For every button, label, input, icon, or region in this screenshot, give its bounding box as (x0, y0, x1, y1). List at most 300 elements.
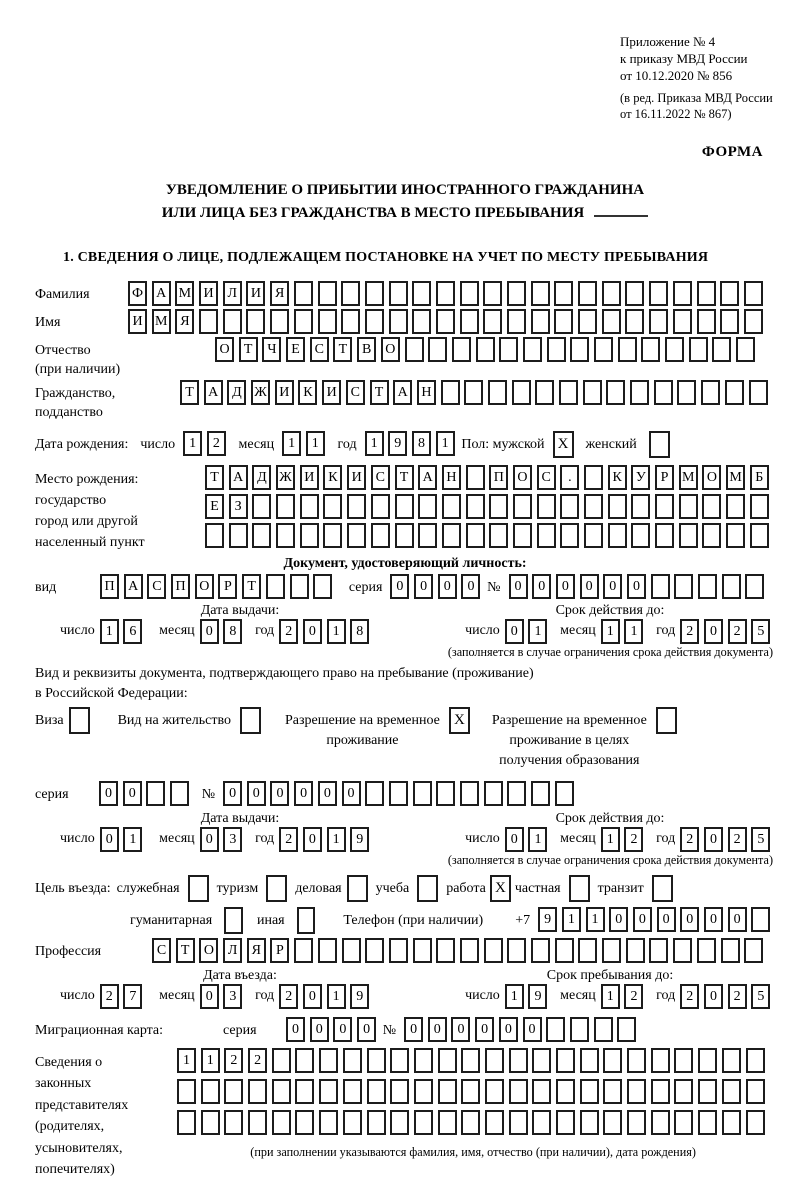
char-box[interactable]: 1 (177, 1048, 196, 1073)
char-box[interactable]: 2 (728, 984, 747, 1009)
char-box[interactable] (484, 781, 503, 806)
char-box[interactable] (252, 494, 271, 519)
char-box[interactable]: Я (270, 281, 289, 306)
char-box[interactable]: 0 (294, 781, 313, 806)
char-box[interactable]: О (381, 337, 400, 362)
char-box[interactable] (323, 494, 342, 519)
char-box[interactable]: 2 (248, 1048, 267, 1073)
char-box[interactable] (674, 574, 693, 599)
char-box[interactable]: 0 (680, 907, 699, 932)
char-box[interactable] (418, 523, 437, 548)
char-box[interactable]: 0 (704, 619, 723, 644)
char-box[interactable]: 0 (100, 827, 119, 852)
char-box[interactable]: 0 (414, 574, 433, 599)
char-box[interactable]: Т (242, 574, 261, 599)
char-box[interactable] (698, 574, 717, 599)
char-box[interactable]: 0 (509, 574, 528, 599)
char-box[interactable]: 1 (306, 431, 325, 456)
char-box[interactable] (584, 523, 603, 548)
char-box[interactable] (531, 281, 550, 306)
char-box[interactable] (698, 1079, 717, 1104)
char-box[interactable] (460, 781, 479, 806)
char-box[interactable]: 0 (499, 1017, 518, 1042)
char-box[interactable]: 0 (728, 907, 747, 932)
char-box[interactable]: 3 (223, 827, 242, 852)
char-box[interactable]: 0 (461, 574, 480, 599)
char-box[interactable] (554, 309, 573, 334)
char-box[interactable] (201, 1079, 220, 1104)
char-box[interactable] (371, 523, 390, 548)
char-box[interactable]: 2 (624, 827, 643, 852)
char-box[interactable]: 1 (528, 619, 547, 644)
char-box[interactable]: Ж (276, 465, 295, 490)
char-box[interactable]: 0 (404, 1017, 423, 1042)
char-box[interactable] (697, 281, 716, 306)
char-box[interactable] (746, 1110, 765, 1135)
char-box[interactable] (300, 494, 319, 519)
char-box[interactable] (438, 1079, 457, 1104)
char-box[interactable] (276, 494, 295, 519)
char-box[interactable] (722, 1079, 741, 1104)
char-box[interactable]: С (371, 465, 390, 490)
char-box[interactable] (689, 337, 708, 362)
char-box[interactable] (726, 494, 745, 519)
char-box[interactable] (673, 938, 692, 963)
char-box[interactable] (436, 309, 455, 334)
char-box[interactable]: 1 (528, 827, 547, 852)
char-box[interactable] (461, 1079, 480, 1104)
char-box[interactable]: 0 (247, 781, 266, 806)
char-box[interactable] (651, 1110, 670, 1135)
char-box[interactable] (507, 781, 526, 806)
char-box[interactable]: 2 (680, 827, 699, 852)
char-box[interactable] (248, 1079, 267, 1104)
char-box[interactable]: 1 (201, 1048, 220, 1073)
char-box[interactable]: 1 (282, 431, 301, 456)
char-box[interactable] (722, 1110, 741, 1135)
char-box[interactable]: Т (333, 337, 352, 362)
char-box[interactable] (300, 523, 319, 548)
char-box[interactable]: 1 (601, 827, 620, 852)
char-box[interactable]: 9 (350, 827, 369, 852)
char-box[interactable] (466, 465, 485, 490)
char-box[interactable]: А (393, 380, 412, 405)
purpose-other-checkbox[interactable] (297, 907, 316, 934)
char-box[interactable] (547, 337, 566, 362)
char-box[interactable]: Т (370, 380, 389, 405)
char-box[interactable] (276, 523, 295, 548)
char-box[interactable]: 1 (123, 827, 142, 852)
char-box[interactable] (390, 1079, 409, 1104)
char-box[interactable]: Е (205, 494, 224, 519)
char-box[interactable] (679, 523, 698, 548)
char-box[interactable]: 1 (327, 827, 346, 852)
char-box[interactable] (555, 938, 574, 963)
char-box[interactable] (580, 1110, 599, 1135)
char-box[interactable] (531, 309, 550, 334)
char-box[interactable]: 9 (538, 907, 557, 932)
char-box[interactable] (294, 309, 313, 334)
char-box[interactable] (266, 574, 285, 599)
char-box[interactable] (606, 380, 625, 405)
char-box[interactable]: 0 (704, 984, 723, 1009)
char-box[interactable] (698, 1110, 717, 1135)
char-box[interactable]: О (215, 337, 234, 362)
char-box[interactable] (343, 1048, 362, 1073)
char-box[interactable]: 0 (475, 1017, 494, 1042)
char-box[interactable] (389, 781, 408, 806)
char-box[interactable]: С (346, 380, 365, 405)
char-box[interactable] (272, 1079, 291, 1104)
residence-permit-checkbox[interactable] (240, 707, 261, 734)
char-box[interactable] (365, 281, 384, 306)
char-box[interactable]: 9 (528, 984, 547, 1009)
char-box[interactable]: Т (205, 465, 224, 490)
char-box[interactable] (418, 494, 437, 519)
char-box[interactable] (626, 938, 645, 963)
char-box[interactable]: 0 (657, 907, 676, 932)
char-box[interactable]: Р (270, 938, 289, 963)
char-box[interactable] (295, 1110, 314, 1135)
char-box[interactable] (531, 781, 550, 806)
char-box[interactable] (248, 1110, 267, 1135)
char-box[interactable] (509, 1048, 528, 1073)
char-box[interactable] (405, 337, 424, 362)
char-box[interactable] (499, 337, 518, 362)
char-box[interactable] (438, 1048, 457, 1073)
char-box[interactable]: М (726, 465, 745, 490)
char-box[interactable] (272, 1048, 291, 1073)
char-box[interactable] (712, 337, 731, 362)
char-box[interactable] (702, 494, 721, 519)
char-box[interactable]: 0 (200, 984, 219, 1009)
char-box[interactable]: 0 (451, 1017, 470, 1042)
char-box[interactable] (201, 1110, 220, 1135)
char-box[interactable]: Е (286, 337, 305, 362)
char-box[interactable]: И (322, 380, 341, 405)
char-box[interactable] (483, 281, 502, 306)
char-box[interactable] (290, 574, 309, 599)
char-box[interactable] (272, 1110, 291, 1135)
char-box[interactable]: Я (175, 309, 194, 334)
char-box[interactable] (319, 1048, 338, 1073)
char-box[interactable] (341, 281, 360, 306)
char-box[interactable] (343, 1110, 362, 1135)
char-box[interactable]: 0 (342, 781, 361, 806)
char-box[interactable] (580, 1079, 599, 1104)
char-box[interactable]: С (537, 465, 556, 490)
char-box[interactable]: 2 (100, 984, 119, 1009)
char-box[interactable] (199, 309, 218, 334)
char-box[interactable] (507, 938, 526, 963)
char-box[interactable]: Н (417, 380, 436, 405)
char-box[interactable] (466, 494, 485, 519)
char-box[interactable] (736, 337, 755, 362)
purpose-private-checkbox[interactable] (569, 875, 590, 902)
char-box[interactable]: И (300, 465, 319, 490)
char-box[interactable] (584, 494, 603, 519)
char-box[interactable] (295, 1048, 314, 1073)
char-box[interactable]: 0 (310, 1017, 329, 1042)
char-box[interactable]: 3 (223, 984, 242, 1009)
char-box[interactable]: И (128, 309, 147, 334)
char-box[interactable]: П (489, 465, 508, 490)
char-box[interactable] (720, 309, 739, 334)
char-box[interactable]: 0 (223, 781, 242, 806)
temp-residence-edu-checkbox[interactable] (656, 707, 677, 734)
char-box[interactable]: 0 (609, 907, 628, 932)
char-box[interactable] (436, 281, 455, 306)
purpose-transit-checkbox[interactable] (652, 875, 673, 902)
char-box[interactable]: 1 (436, 431, 455, 456)
char-box[interactable]: 0 (523, 1017, 542, 1042)
char-box[interactable] (603, 1079, 622, 1104)
char-box[interactable] (630, 380, 649, 405)
char-box[interactable] (594, 1017, 613, 1042)
char-box[interactable] (365, 938, 384, 963)
char-box[interactable] (556, 1048, 575, 1073)
char-box[interactable]: У (631, 465, 650, 490)
char-box[interactable] (721, 938, 740, 963)
char-box[interactable] (651, 1048, 670, 1073)
char-box[interactable]: О (513, 465, 532, 490)
char-box[interactable]: И (246, 281, 265, 306)
char-box[interactable] (489, 494, 508, 519)
char-box[interactable] (513, 523, 532, 548)
char-box[interactable]: 0 (627, 574, 646, 599)
char-box[interactable]: М (175, 281, 194, 306)
char-box[interactable] (677, 380, 696, 405)
char-box[interactable] (570, 337, 589, 362)
char-box[interactable]: 0 (200, 827, 219, 852)
char-box[interactable] (513, 494, 532, 519)
char-box[interactable] (546, 1017, 565, 1042)
char-box[interactable] (460, 938, 479, 963)
char-box[interactable] (560, 523, 579, 548)
char-box[interactable]: А (229, 465, 248, 490)
char-box[interactable] (509, 1079, 528, 1104)
char-box[interactable] (618, 337, 637, 362)
char-box[interactable]: 0 (428, 1017, 447, 1042)
char-box[interactable]: 0 (333, 1017, 352, 1042)
char-box[interactable] (603, 1110, 622, 1135)
char-box[interactable] (414, 1110, 433, 1135)
char-box[interactable] (674, 1079, 693, 1104)
char-box[interactable] (654, 380, 673, 405)
char-box[interactable]: 2 (680, 619, 699, 644)
char-box[interactable] (485, 1048, 504, 1073)
char-box[interactable]: Д (252, 465, 271, 490)
char-box[interactable]: О (199, 938, 218, 963)
char-box[interactable] (442, 494, 461, 519)
purpose-tourism-checkbox[interactable] (266, 875, 287, 902)
char-box[interactable] (649, 309, 668, 334)
char-box[interactable] (665, 337, 684, 362)
char-box[interactable] (489, 523, 508, 548)
char-box[interactable] (413, 938, 432, 963)
char-box[interactable] (294, 938, 313, 963)
char-box[interactable]: К (608, 465, 627, 490)
char-box[interactable]: Л (223, 281, 242, 306)
char-box[interactable] (323, 523, 342, 548)
char-box[interactable] (318, 938, 337, 963)
char-box[interactable] (509, 1110, 528, 1135)
char-box[interactable] (442, 523, 461, 548)
char-box[interactable]: Р (655, 465, 674, 490)
char-box[interactable] (365, 309, 384, 334)
char-box[interactable] (342, 938, 361, 963)
char-box[interactable] (722, 1048, 741, 1073)
char-box[interactable]: 1 (183, 431, 202, 456)
char-box[interactable]: 1 (601, 619, 620, 644)
char-box[interactable] (319, 1079, 338, 1104)
char-box[interactable] (532, 1110, 551, 1135)
char-box[interactable] (641, 337, 660, 362)
char-box[interactable] (531, 938, 550, 963)
char-box[interactable]: 1 (365, 431, 384, 456)
char-box[interactable] (252, 523, 271, 548)
char-box[interactable] (602, 309, 621, 334)
char-box[interactable] (603, 1048, 622, 1073)
char-box[interactable] (390, 1048, 409, 1073)
char-box[interactable]: 0 (286, 1017, 305, 1042)
char-box[interactable]: 1 (505, 984, 524, 1009)
char-box[interactable]: 0 (303, 619, 322, 644)
char-box[interactable]: 0 (505, 619, 524, 644)
char-box[interactable] (751, 907, 770, 932)
char-box[interactable]: 2 (680, 984, 699, 1009)
char-box[interactable] (367, 1048, 386, 1073)
char-box[interactable]: Т (180, 380, 199, 405)
char-box[interactable]: К (323, 465, 342, 490)
char-box[interactable] (725, 380, 744, 405)
char-box[interactable]: 1 (100, 619, 119, 644)
char-box[interactable] (441, 380, 460, 405)
char-box[interactable]: 8 (223, 619, 242, 644)
char-box[interactable] (556, 1110, 575, 1135)
char-box[interactable] (507, 281, 526, 306)
char-box[interactable] (746, 1079, 765, 1104)
char-box[interactable] (319, 1110, 338, 1135)
char-box[interactable] (223, 309, 242, 334)
char-box[interactable] (679, 494, 698, 519)
char-box[interactable] (631, 494, 650, 519)
char-box[interactable] (580, 1048, 599, 1073)
char-box[interactable] (702, 523, 721, 548)
char-box[interactable] (414, 1079, 433, 1104)
char-box[interactable]: 0 (505, 827, 524, 852)
char-box[interactable]: 6 (123, 619, 142, 644)
char-box[interactable]: 2 (279, 984, 298, 1009)
char-box[interactable]: А (418, 465, 437, 490)
char-box[interactable]: 1 (562, 907, 581, 932)
char-box[interactable] (608, 494, 627, 519)
char-box[interactable] (224, 1079, 243, 1104)
char-box[interactable] (412, 309, 431, 334)
char-box[interactable] (701, 380, 720, 405)
char-box[interactable]: 2 (207, 431, 226, 456)
char-box[interactable]: 1 (601, 984, 620, 1009)
char-box[interactable] (484, 938, 503, 963)
char-box[interactable] (627, 1079, 646, 1104)
char-box[interactable] (673, 281, 692, 306)
char-box[interactable] (537, 523, 556, 548)
char-box[interactable]: 2 (624, 984, 643, 1009)
char-box[interactable]: 1 (586, 907, 605, 932)
char-box[interactable] (726, 523, 745, 548)
purpose-business-checkbox[interactable] (188, 875, 209, 902)
char-box[interactable]: С (152, 938, 171, 963)
char-box[interactable] (512, 380, 531, 405)
char-box[interactable] (627, 1048, 646, 1073)
char-box[interactable] (295, 1079, 314, 1104)
char-box[interactable] (617, 1017, 636, 1042)
char-box[interactable]: 2 (279, 619, 298, 644)
char-box[interactable] (246, 309, 265, 334)
char-box[interactable]: И (347, 465, 366, 490)
char-box[interactable]: 0 (603, 574, 622, 599)
char-box[interactable]: 0 (438, 574, 457, 599)
char-box[interactable] (507, 309, 526, 334)
char-box[interactable] (476, 337, 495, 362)
char-box[interactable] (367, 1079, 386, 1104)
char-box[interactable]: 0 (704, 907, 723, 932)
char-box[interactable] (294, 281, 313, 306)
char-box[interactable]: П (171, 574, 190, 599)
char-box[interactable] (560, 494, 579, 519)
char-box[interactable]: 0 (580, 574, 599, 599)
char-box[interactable]: 0 (123, 781, 142, 806)
sex-male-checkbox[interactable]: X (553, 431, 574, 458)
char-box[interactable]: Т (176, 938, 195, 963)
char-box[interactable]: Л (223, 938, 242, 963)
char-box[interactable] (436, 781, 455, 806)
char-box[interactable] (229, 523, 248, 548)
char-box[interactable]: В (357, 337, 376, 362)
char-box[interactable]: 0 (270, 781, 289, 806)
char-box[interactable] (177, 1079, 196, 1104)
char-box[interactable] (343, 1079, 362, 1104)
char-box[interactable] (698, 1048, 717, 1073)
char-box[interactable] (412, 281, 431, 306)
char-box[interactable] (389, 281, 408, 306)
char-box[interactable] (749, 380, 768, 405)
char-box[interactable] (464, 380, 483, 405)
char-box[interactable] (270, 309, 289, 334)
char-box[interactable] (341, 309, 360, 334)
char-box[interactable]: Т (395, 465, 414, 490)
char-box[interactable]: 0 (303, 984, 322, 1009)
char-box[interactable]: 1 (624, 619, 643, 644)
char-box[interactable]: 2 (728, 827, 747, 852)
char-box[interactable]: М (679, 465, 698, 490)
char-box[interactable]: 0 (318, 781, 337, 806)
char-box[interactable] (224, 1110, 243, 1135)
char-box[interactable] (436, 938, 455, 963)
char-box[interactable] (746, 1048, 765, 1073)
char-box[interactable] (347, 523, 366, 548)
char-box[interactable] (390, 1110, 409, 1135)
char-box[interactable] (744, 281, 763, 306)
char-box[interactable]: 0 (99, 781, 118, 806)
char-box[interactable]: 0 (633, 907, 652, 932)
char-box[interactable] (460, 309, 479, 334)
char-box[interactable]: Н (442, 465, 461, 490)
char-box[interactable]: 5 (751, 827, 770, 852)
char-box[interactable]: 5 (751, 619, 770, 644)
char-box[interactable] (744, 309, 763, 334)
char-box[interactable] (532, 1048, 551, 1073)
